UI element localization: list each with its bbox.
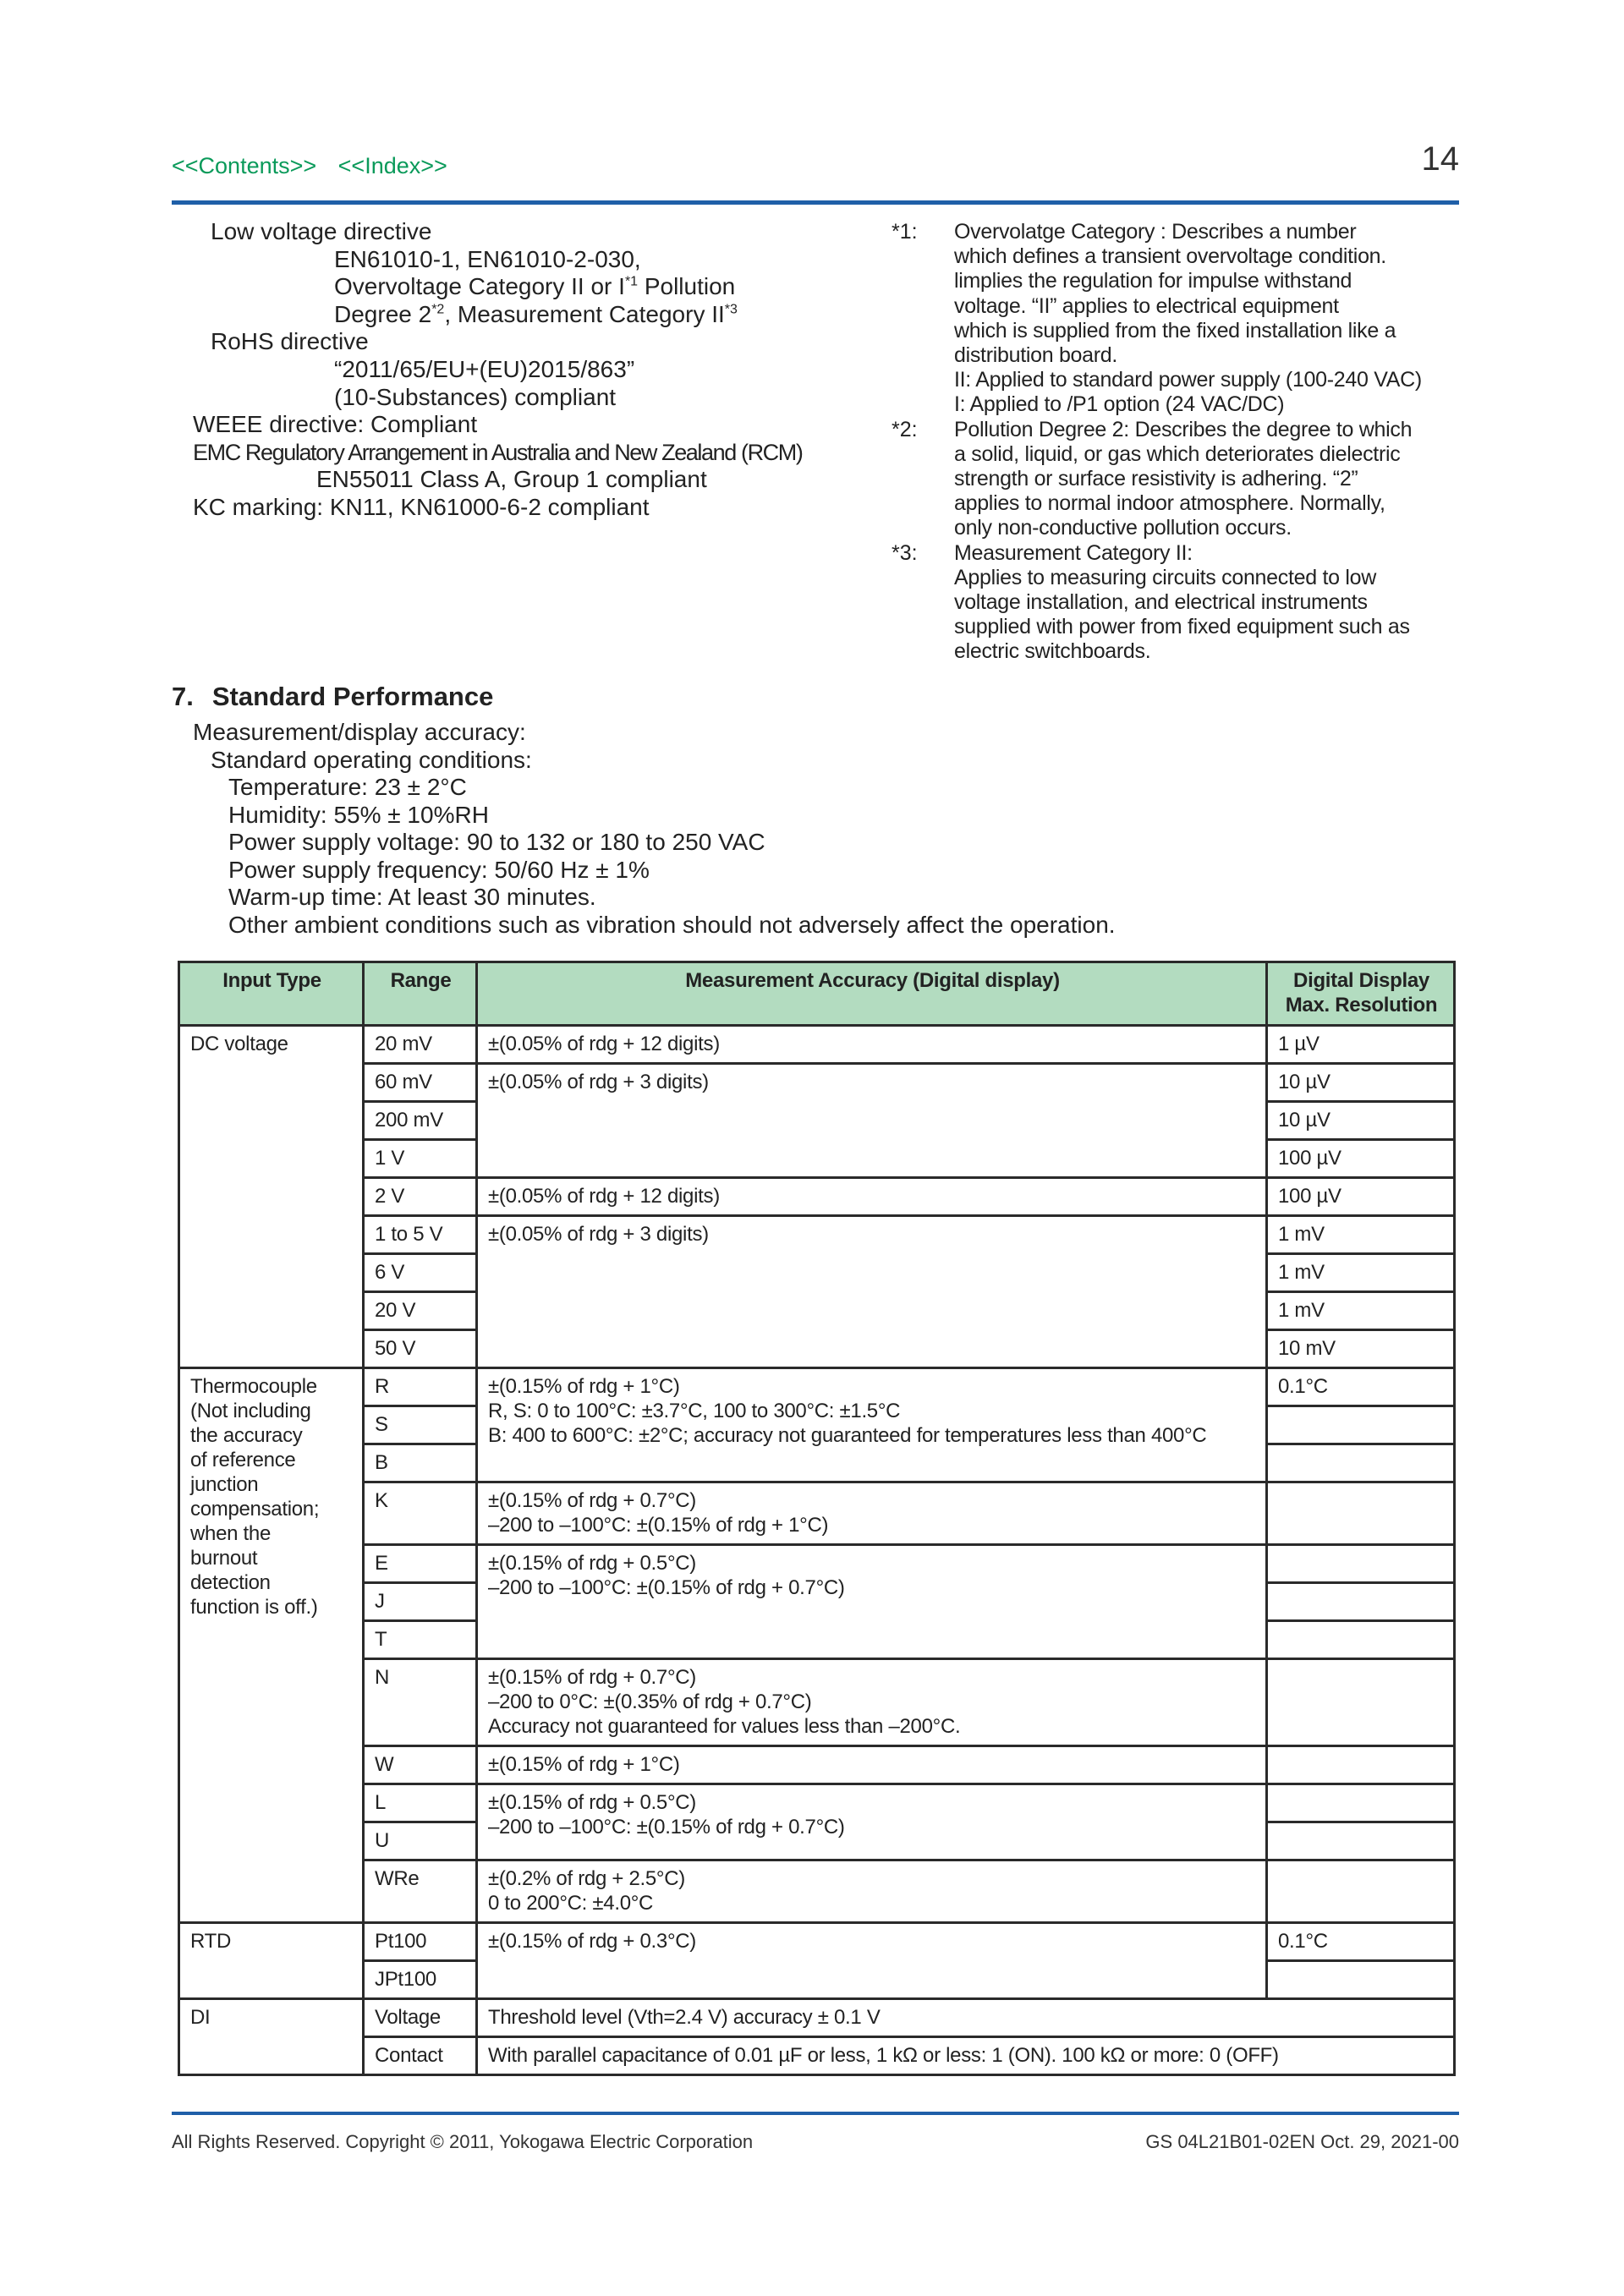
accuracy-cell: ±(0.05% of rdg + 12 digits) — [477, 1178, 1267, 1216]
resolution-cell: 1 mV — [1267, 1292, 1455, 1330]
accuracy-cell: ±(0.05% of rdg + 3 digits) — [477, 1064, 1267, 1178]
page-number: 14 — [1421, 140, 1459, 178]
footnote-ref: *3 — [724, 302, 738, 317]
accuracy-cell: ±(0.05% of rdg + 12 digits) — [477, 1026, 1267, 1064]
resolution-cell: 1 mV — [1267, 1254, 1455, 1292]
rohs-title: RoHS directive — [211, 328, 369, 355]
table-header-row — [179, 962, 1455, 1026]
lvd-line — [0, 273, 802, 301]
section-number: 7. — [172, 682, 194, 711]
resolution-cell — [1267, 1659, 1455, 1746]
range-cell: 2 V — [364, 1178, 477, 1216]
table-row — [179, 1784, 1455, 1822]
range-cell: 6 V — [364, 1254, 477, 1292]
accuracy-cell: ±(0.15% of rdg + 0.5°C) –200 to –100°C: ±(0.15% of rdg + 0.7°C) — [477, 1545, 1267, 1659]
footnote-text: Pollution Degree 2: Describes the degree to which a solid, liquid, or gas which deteriorates dielectric strength or surface resistivity is adhering. “2” applies to normal indoor atmosphere. Normally, only non-conductive pollution occurs. — [954, 417, 1413, 540]
resolution-cell — [1267, 1583, 1455, 1621]
resolution-cell — [1267, 1822, 1455, 1860]
range-cell: 1 V — [364, 1140, 477, 1178]
accuracy-cell: ±(0.05% of rdg + 3 digits) — [477, 1216, 1267, 1368]
input-type-cell: RTD — [179, 1923, 364, 1999]
accuracy-table — [178, 961, 1456, 2076]
lvd-title: Low voltage directive — [211, 218, 432, 244]
range-cell: W — [364, 1746, 477, 1784]
resolution-cell — [1267, 1406, 1455, 1444]
resolution-cell — [1267, 1860, 1455, 1923]
table-row — [179, 1216, 1455, 1254]
condition-item: Other ambient conditions such as vibration should not adversely affect the operation. — [228, 911, 1116, 938]
resolution-cell — [1267, 1621, 1455, 1659]
footnotes — [892, 220, 1433, 665]
table-row — [179, 1064, 1455, 1102]
weee-line: WEEE directive: Compliant — [193, 411, 478, 438]
condition-item: Warm-up time: At least 30 minutes. — [228, 884, 596, 910]
resolution-cell: 100 µV — [1267, 1140, 1455, 1178]
input-type-cell: DI — [179, 1999, 364, 2075]
input-type-cell: DC voltage — [179, 1026, 364, 1368]
resolution-cell — [1267, 1784, 1455, 1822]
range-cell: S — [364, 1406, 477, 1444]
range-cell: WRe — [364, 1860, 477, 1923]
range-cell: J — [364, 1583, 477, 1621]
lvd-line — [0, 301, 802, 329]
conditions-subtitle: Standard operating conditions: — [211, 746, 532, 773]
range-cell: T — [364, 1621, 477, 1659]
range-cell: Voltage — [364, 1999, 477, 2037]
lvd-text: Overvoltage Category II or I — [334, 273, 625, 300]
resolution-cell: 100 µV — [1267, 1178, 1455, 1216]
condition-item: Power supply frequency: 50/60 Hz ± 1% — [228, 856, 650, 883]
condition-item: Temperature: 23 ± 2°C — [228, 774, 467, 800]
lvd-line: EN61010-1, EN61010-2-030, — [334, 245, 641, 272]
resolution-cell: 10 mV — [1267, 1330, 1455, 1368]
range-cell: 20 V — [364, 1292, 477, 1330]
copyright: All Rights Reserved. Copyright © 2011, Yokogawa Electric Corporation — [172, 2131, 754, 2152]
footnote-mark: *2: — [892, 417, 918, 441]
footnote-2 — [892, 418, 1433, 541]
table-row — [179, 1923, 1455, 1961]
contents-link[interactable]: <<Contents>> — [172, 153, 317, 178]
section-heading — [172, 682, 493, 712]
table-row — [179, 1860, 1455, 1923]
resolution-cell — [1267, 1444, 1455, 1482]
accuracy-cell: ±(0.15% of rdg + 0.3°C) — [477, 1923, 1267, 1999]
table-row — [179, 1746, 1455, 1784]
header-resolution: Digital Display Max. Resolution — [1267, 962, 1455, 1026]
lvd-text: Pollution — [638, 273, 736, 300]
footnote-3 — [892, 541, 1433, 665]
footnote-text: Overvolatge Category : Describes a number which defines a transient overvoltage condition. limplies the regulation for impulse withstand voltage. “II” applies to electrical equipment which is supplied from the fixed installation like a distribution board. II: Applied to standard power supply (100-240 VAC) I: Applied to /P1 option (24 VAC/DC) — [954, 220, 1422, 417]
range-cell: N — [364, 1659, 477, 1746]
header-divider — [172, 200, 1459, 205]
footer-divider — [172, 2112, 1459, 2115]
footnote-ref: *1 — [624, 274, 639, 289]
conditions-intro: Measurement/display accuracy: — [193, 719, 526, 745]
table-row — [179, 1659, 1455, 1746]
table-row — [179, 1026, 1455, 1064]
table-row — [179, 1999, 1455, 2037]
resolution-cell — [1267, 1961, 1455, 1999]
table-row — [179, 1545, 1455, 1583]
accuracy-cell: ±(0.15% of rdg + 1°C) — [477, 1746, 1267, 1784]
range-cell: E — [364, 1545, 477, 1583]
footnote-ref: *2 — [431, 302, 445, 317]
kc-line: KC marking: KN11, KN61000-6-2 compliant — [193, 493, 650, 520]
condition-item: Humidity: 55% ± 10%RH — [228, 801, 489, 828]
table-row — [179, 1482, 1455, 1545]
range-cell: 60 mV — [364, 1064, 477, 1102]
accuracy-cell: ±(0.2% of rdg + 2.5°C) 0 to 200°C: ±4.0°C — [477, 1860, 1267, 1923]
table-row — [179, 2037, 1455, 2075]
accuracy-cell: With parallel capacitance of 0.01 µF or less, 1 kΩ or less: 1 (ON). 100 kΩ or more: 0 (OFF) — [477, 2037, 1455, 2075]
header-input-type: Input Type — [179, 962, 364, 1026]
table-row — [179, 1368, 1455, 1406]
accuracy-cell: ±(0.15% of rdg + 0.5°C) –200 to –100°C: ±(0.15% of rdg + 0.7°C) — [477, 1784, 1267, 1860]
resolution-cell: 10 µV — [1267, 1102, 1455, 1140]
operating-conditions — [0, 719, 1116, 939]
resolution-cell: 1 mV — [1267, 1216, 1455, 1254]
resolution-cell — [1267, 1746, 1455, 1784]
resolution-cell: 0.1°C — [1267, 1368, 1455, 1406]
table-row — [179, 1178, 1455, 1216]
resolution-cell: 1 µV — [1267, 1026, 1455, 1064]
range-cell: Contact — [364, 2037, 477, 2075]
resolution-cell — [1267, 1545, 1455, 1583]
lvd-text: Degree 2 — [334, 300, 432, 327]
document-id: GS 04L21B01-02EN Oct. 29, 2021-00 — [1145, 2131, 1459, 2152]
index-link[interactable]: <<Index>> — [337, 153, 447, 178]
accuracy-cell: ±(0.15% of rdg + 0.7°C) –200 to –100°C: ±(0.15% of rdg + 1°C) — [477, 1482, 1267, 1545]
resolution-cell — [1267, 1482, 1455, 1545]
header-range: Range — [364, 962, 477, 1026]
accuracy-cell: ±(0.15% of rdg + 0.7°C) –200 to 0°C: ±(0.35% of rdg + 0.7°C) Accuracy not guaranteed for values less than –200°C. — [477, 1659, 1267, 1746]
accuracy-cell: ±(0.15% of rdg + 1°C) R, S: 0 to 100°C: ±3.7°C, 100 to 300°C: ±1.5°C B: 400 to 600°C: ±2°C; accuracy not guaranteed for temperatures less than 400°C — [477, 1368, 1267, 1482]
range-cell: Pt100 — [364, 1923, 477, 1961]
header-nav — [172, 153, 463, 179]
input-type-cell: Thermocouple (Not including the accuracy of reference junction compensation; when the burnout detection function is off.) — [179, 1368, 364, 1923]
emc-title: EMC Regulatory Arrangement in Australia and New Zealand (RCM) — [193, 439, 803, 465]
lvd-text: , Measurement Category II — [444, 300, 725, 327]
range-cell: 200 mV — [364, 1102, 477, 1140]
section-title: Standard Performance — [211, 682, 494, 711]
table-body — [179, 1026, 1455, 2075]
range-cell: 20 mV — [364, 1026, 477, 1064]
rohs-line: “2011/65/EU+(EU)2015/863” — [334, 355, 635, 382]
resolution-cell: 0.1°C — [1267, 1923, 1455, 1961]
range-cell: B — [364, 1444, 477, 1482]
range-cell: 1 to 5 V — [364, 1216, 477, 1254]
footnote-mark: *3: — [892, 540, 918, 565]
range-cell: 50 V — [364, 1330, 477, 1368]
footnote-mark: *1: — [892, 220, 918, 244]
rohs-line: (10-Substances) compliant — [334, 383, 617, 410]
range-cell: K — [364, 1482, 477, 1545]
range-cell: JPt100 — [364, 1961, 477, 1999]
range-cell: L — [364, 1784, 477, 1822]
range-cell: R — [364, 1368, 477, 1406]
emc-line: EN55011 Class A, Group 1 compliant — [316, 466, 707, 493]
footnote-1 — [892, 220, 1433, 418]
compliance-list — [0, 218, 802, 522]
resolution-cell: 10 µV — [1267, 1064, 1455, 1102]
range-cell: U — [364, 1822, 477, 1860]
accuracy-cell: Threshold level (Vth=2.4 V) accuracy ± 0.1 V — [477, 1999, 1455, 2037]
footnote-text: Measurement Category II: Applies to measuring circuits connected to low voltage installation, and electrical instruments supplied with power from fixed equipment such as electric switchboards. — [954, 540, 1410, 664]
header-accuracy: Measurement Accuracy (Digital display) — [477, 962, 1267, 1026]
condition-item: Power supply voltage: 90 to 132 or 180 to 250 VAC — [228, 829, 765, 855]
